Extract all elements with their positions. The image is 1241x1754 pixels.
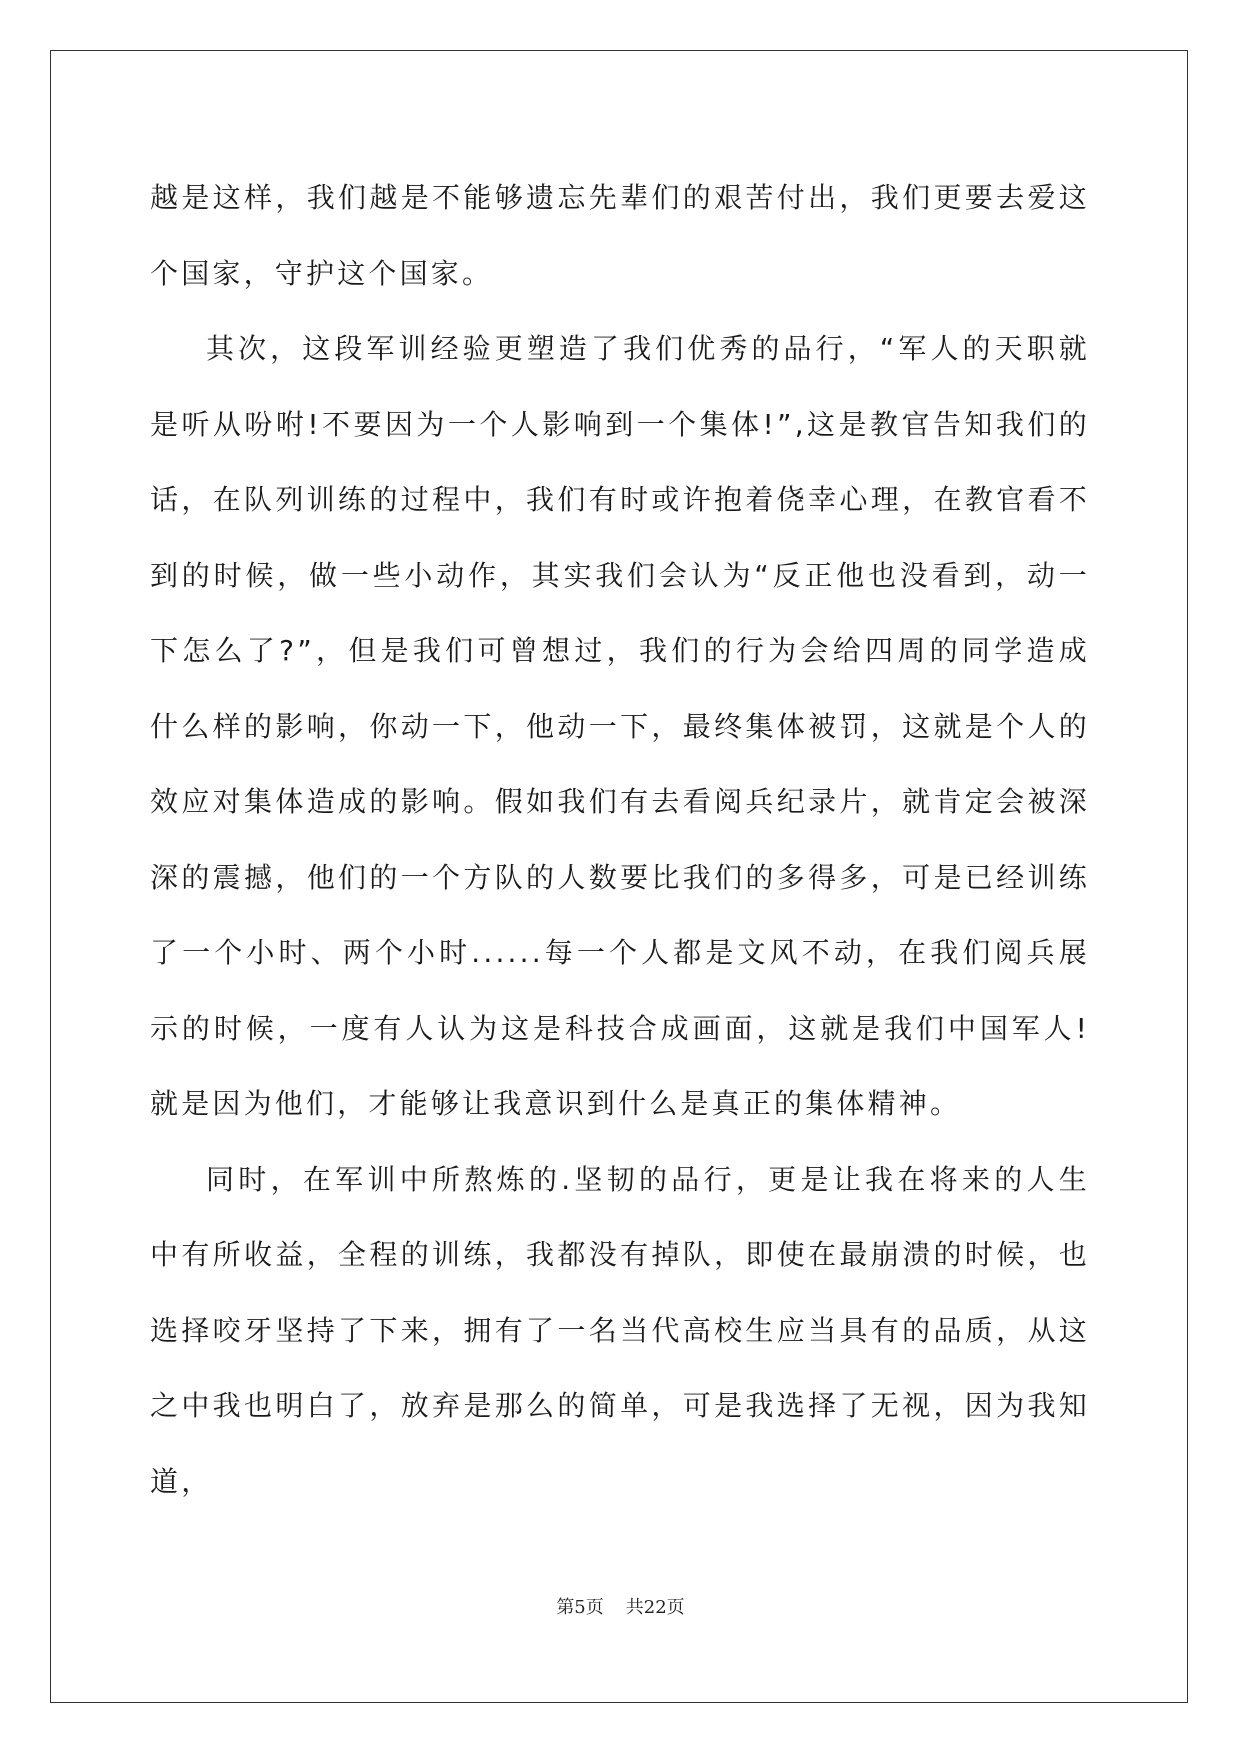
page-total: 共22页 [625, 1597, 685, 1618]
document-body [150, 160, 1090, 1519]
page-number: 第5页 [556, 1597, 604, 1618]
paragraph-2: 其次，这段军训经验更塑造了我们优秀的品行，“军人的天职就是听从吩咐!不要因为一个人影响到一个集体!”,这是教官告知我们的话，在队列训练的过程中，我们有时或许抱着侥幸心理，在教官看不到的时候，做一些小动作，其实我们会认为“反正他也没看到，动一下怎么了?”，但是我们可曾想过，我们的行为会给四周的同学造成什么样的影响，你动一下，他动一下，最终集体被罚，这就是个人的效应对集体造成的影响。假如我们有去看阅兵纪录片，就肯定会被深深的震撼，他们的一个方队的人数要比我们的多得多，可是已经训练了一个小时、两个小时......每一个人都是文风不动，在我们阅兵展示的时候，一度有人认为这是科技合成画面，这就是我们中国军人!就是因为他们，才能够让我意识到什么是真正的集体精神。 [150, 332, 1090, 1120]
paragraph-3: 同时，在军训中所熬炼的.坚韧的品行，更是让我在将来的人生中有所收益，全程的训练，我都没有掉队，即使在最崩溃的时候，也选择咬牙坚持了下来，拥有了一名当代高校生应当具有的品质，从这之中我也明白了，放弃是那么的简单，可是我选择了无视，因为我知道， [150, 1162, 1090, 1498]
page-footer [0, 1593, 1241, 1619]
paragraph-1: 越是这样，我们越是不能够遗忘先辈们的艰苦付出，我们更要去爱这个国家，守护这个国家。 [150, 181, 1090, 290]
